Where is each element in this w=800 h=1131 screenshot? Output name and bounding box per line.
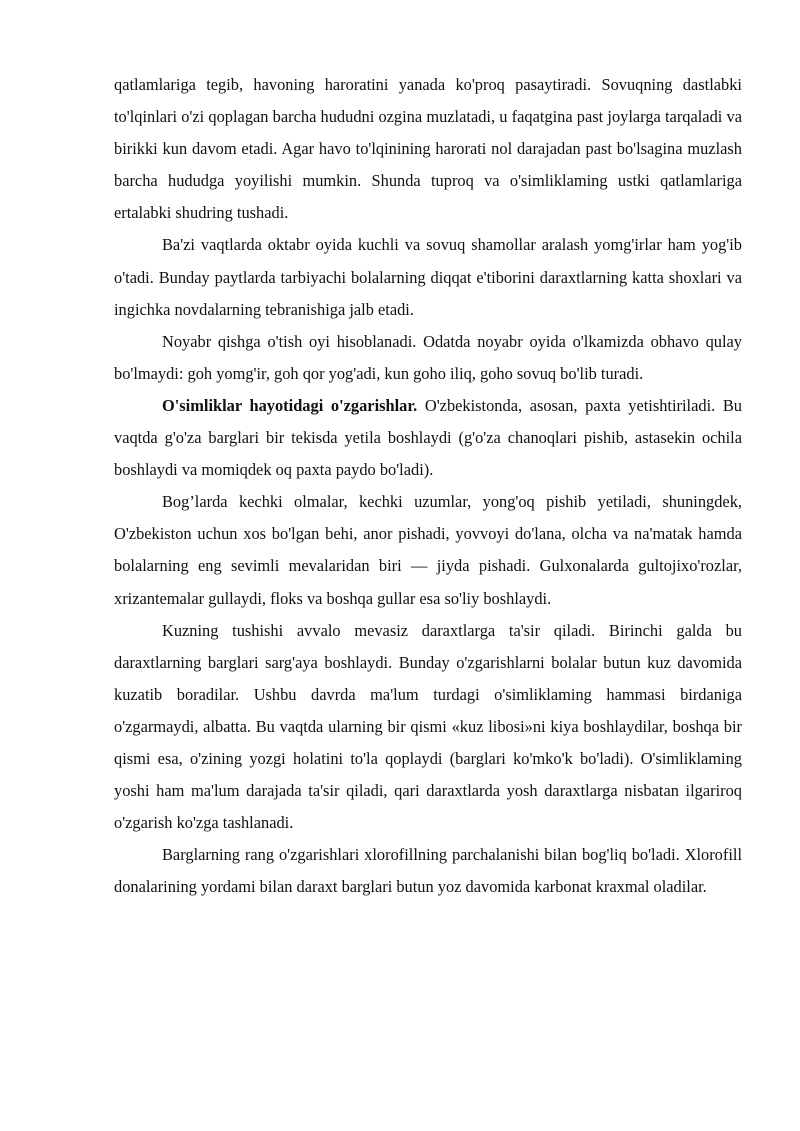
paragraph-frost (114, 69, 742, 229)
paragraph-plant-changes (114, 390, 742, 486)
paragraph-orchards (114, 486, 742, 614)
paragraph-text: Bog’larda kechki olmalar, kechki uzumlar, yong'oq pishib yetiladi, shuningdek, O'zbekiston uchun xos bo'lgan behi, anor pishadi, yovvoyi do'lana, olcha va na'matak hamda bolalarning eng sevimli mevalaridan biri — jiyda pishadi. Gulxonalarda gultojixo'rozlar, xrizantemalar gullaydi, floks va boshqa gullar esa so'liy boshlaydi. (114, 492, 742, 608)
paragraph-text: Ba'zi vaqtlarda oktabr oyida kuchli va sovuq shamollar aralash yomg'irlar ham yog'ib o'tadi. Bunday paytlarda tarbiyachi bolalarning diqqat e'tiborini daraxtlarning katta shoxlari va ingichka novdalarning tebranishiga jalb etadi. (114, 235, 742, 319)
paragraph-october-winds (114, 229, 742, 325)
paragraph-text: O'zbekistonda, asosan, paxta yetishtiriladi. Bu vaqtda g'o'za barglari bir tekisda yetila boshlaydi (g'o'za chanoqlari pishib, astasekin ochila boshlaydi va momiqdek oq paxta paydo bo'ladi). (114, 395, 742, 480)
paragraph-text: Kuzning tushishi avvalo mevasiz daraxtlarga ta'sir qiladi. Birinchi galda bu daraxtlarning barglari sarg'aya boshlaydi. Bunday o'zgarishlarni bolalar butun kuz davomida kuzatib boradilar. Ushbu davrda ma'lum turdagi o'simliklaming hammasi birdaniga o'zgarmaydi, albatta. Bu vaqtda ularning bir qismi «kuz libosi»ni kiya boshlaydilar, boshqa bir qismi esa, o'zining yozgi holatini to'la qoplaydi (barglari ko'mko'k bo'ladi). O'simliklaming yoshi ham ma'lum darajada ta'sir qiladi, qari daraxtlarda yosh daraxtlarga nisbatan ilgariroq o'zgarish ko'zga tashlanadi. (114, 620, 742, 833)
paragraph-chlorophyll (114, 839, 742, 903)
section-heading: O'simliklar hayotidagi o'zgarishlar. (162, 395, 418, 415)
paragraph-november (114, 326, 742, 390)
document-page (114, 69, 742, 903)
paragraph-autumn-effect (114, 615, 742, 840)
paragraph-text: qatlamlariga tegib, havoning haroratini yanada ko'proq pasaytiradi. Sovuqning dastlabki to'lqinlari o'zi qoplagan barcha hududni ozgina muzlatadi, u faqatgina past joylarga tarqaladi va birikki kun davom etadi. Agar havo to'lqinining harorati nol darajadan past bo'lsagina muzlash barcha hududga yoyilishi mumkin. Shunda tuproq va o'simliklaming ustki qatlamlariga ertalabki shudring tushadi. (114, 75, 742, 223)
paragraph-text: Noyabr qishga o'tish oyi hisoblanadi. Odatda noyabr oyida o'lkamizda obhavo qulay bo'lmaydi: goh yomg'ir, goh qor yog'adi, kun goho iliq, goho sovuq bo'lib turadi. (114, 331, 742, 383)
paragraph-text: Barglarning rang o'zgarishlari xlorofillning parchalanishi bilan bog'liq bo'ladi. Xlorofill donalarining yordami bilan daraxt barglari butun yoz davomida karbonat kraxmal oladilar. (114, 845, 742, 897)
